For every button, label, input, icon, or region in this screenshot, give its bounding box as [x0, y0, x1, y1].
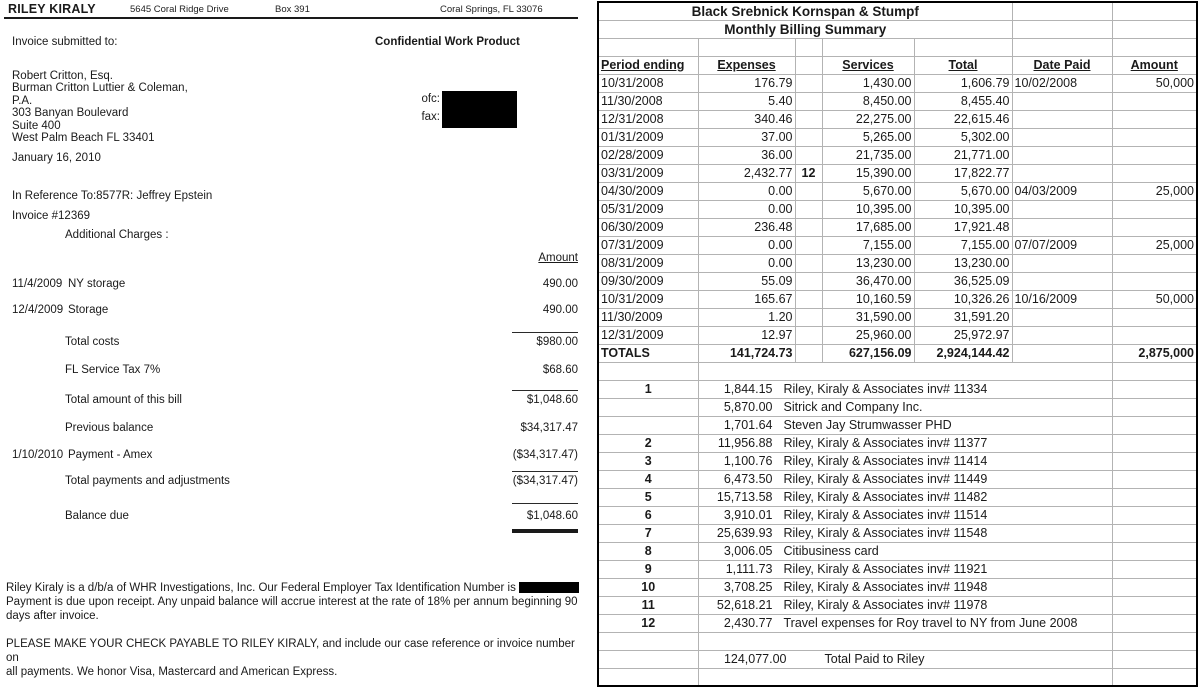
cell-date-paid — [1012, 254, 1112, 272]
cell-total: 17,822.77 — [914, 164, 1012, 182]
cell-expenses: 0.00 — [698, 254, 795, 272]
cell-total: 10,326.26 — [914, 290, 1012, 308]
footnote-desc: Riley, Kiraly & Associates inv# 11449 — [783, 472, 988, 486]
cell-date-paid — [1012, 200, 1112, 218]
footnote-desc: Riley, Kiraly & Associates inv# 11482 — [783, 490, 988, 504]
footnote-detail — [698, 416, 1112, 434]
cell-expenses: 36.00 — [698, 146, 795, 164]
footnote-desc: Riley, Kiraly & Associates inv# 11978 — [783, 598, 988, 612]
footnote-row — [598, 398, 1197, 416]
cell-amount — [1112, 200, 1197, 218]
redacted-tax-id-box — [519, 582, 579, 593]
cell-note — [795, 254, 822, 272]
recipient-line: Robert Critton, Esq. — [12, 70, 113, 82]
footnote-row — [598, 434, 1197, 452]
cell-expenses: 2,432.77 — [698, 164, 795, 182]
billing-row — [598, 254, 1197, 272]
total-payments-row: Total payments and adjustments ($34,317.47) — [65, 475, 578, 487]
footnote-detail — [698, 434, 1112, 452]
footnote-row — [598, 578, 1197, 596]
cell-period: 11/30/2008 — [598, 92, 698, 110]
footnote-detail — [698, 488, 1112, 506]
totals-total: 2,924,144.42 — [914, 344, 1012, 362]
cell-total: 1,606.79 — [914, 74, 1012, 92]
recipient-line: West Palm Beach FL 33401 — [12, 132, 155, 145]
billing-row — [598, 164, 1197, 182]
cell-expenses: 55.09 — [698, 272, 795, 290]
cell-expenses: 176.79 — [698, 74, 795, 92]
cell-note — [795, 128, 822, 146]
footnote-amount: 1,844.15 — [723, 382, 773, 396]
cell-period: 04/30/2009 — [598, 182, 698, 200]
footnote-desc: Riley, Kiraly & Associates inv# 11921 — [783, 562, 988, 576]
cell-amount — [1112, 308, 1197, 326]
footnote-row — [598, 524, 1197, 542]
cell-total: 7,155.00 — [914, 236, 1012, 254]
billing-row — [598, 74, 1197, 92]
billing-row — [598, 236, 1197, 254]
footnote-row — [598, 560, 1197, 578]
footnote-row — [598, 488, 1197, 506]
footnote-detail — [698, 380, 1112, 398]
footnote-desc: Travel expenses for Roy travel to NY from June 2008 — [783, 616, 1078, 630]
footnote-amount: 3,708.25 — [723, 580, 773, 594]
column-header-row — [598, 56, 1197, 74]
footnote-desc: Sitrick and Company Inc. — [783, 400, 923, 414]
footnote-desc: Steven Jay Strumwasser PHD — [783, 418, 952, 432]
cell-services: 10,395.00 — [822, 200, 914, 218]
cell-date-paid: 07/07/2009 — [1012, 236, 1112, 254]
footnote-desc: Riley, Kiraly & Associates inv# 11334 — [783, 382, 988, 396]
footnote-amount: 11,956.88 — [717, 436, 773, 450]
footnote-desc: Riley, Kiraly & Associates inv# 11414 — [783, 454, 988, 468]
billing-row — [598, 308, 1197, 326]
cell-services: 17,685.00 — [822, 218, 914, 236]
charge-desc: Storage — [68, 304, 109, 316]
cell-expenses: 236.48 — [698, 218, 795, 236]
cell-total: 25,972.97 — [914, 326, 1012, 344]
billing-title: Black Srebnick Kornspan & Stumpf — [598, 2, 1012, 20]
footer-line: Payment is due upon receipt. Any unpaid balance will accrue interest at the rate of 18% per annum beginning 90 — [6, 596, 578, 608]
footnote-detail — [698, 560, 1112, 578]
invoice-page — [0, 0, 585, 678]
billing-sheet — [597, 0, 1199, 675]
cell-date-paid — [1012, 164, 1112, 182]
totals-amount: 2,875,000 — [1112, 344, 1197, 362]
cell-expenses: 0.00 — [698, 236, 795, 254]
cell-amount: 50,000 — [1112, 290, 1197, 308]
footnote-amount: 15,713.58 — [716, 490, 773, 504]
cell-period: 01/31/2009 — [598, 128, 698, 146]
totals-expenses: 141,724.73 — [698, 344, 795, 362]
cell-date-paid: 04/03/2009 — [1012, 182, 1112, 200]
footnote-num: 2 — [598, 434, 698, 452]
footer-line: all payments. We honor Visa, Mastercard and American Express. — [6, 666, 338, 678]
footnote-row — [598, 542, 1197, 560]
cell-services: 22,275.00 — [822, 110, 914, 128]
payment-row: 1/10/2010 Payment - Amex ($34,317.47) — [12, 449, 578, 461]
column-header-expenses: Expenses — [717, 58, 776, 72]
footnote-amount: 6,473.50 — [723, 472, 773, 486]
cell-period: 02/28/2009 — [598, 146, 698, 164]
cell-period: 03/31/2009 — [598, 164, 698, 182]
cell-amount — [1112, 92, 1197, 110]
cell-total: 17,921.48 — [914, 218, 1012, 236]
cell-expenses: 0.00 — [698, 200, 795, 218]
footnote-num: 11 — [598, 596, 698, 614]
footnote-num: 7 — [598, 524, 698, 542]
charge-row — [12, 278, 578, 290]
cell-note — [795, 182, 822, 200]
cell-amount: 25,000 — [1112, 236, 1197, 254]
balance-final-bar — [512, 529, 578, 533]
footnote-detail — [698, 506, 1112, 524]
cell-note: 12 — [795, 164, 822, 182]
charge-amount: 490.00 — [542, 278, 578, 290]
bill-rule — [512, 390, 578, 391]
cell-total: 22,615.46 — [914, 110, 1012, 128]
charge-date: 12/4/2009 — [12, 304, 64, 316]
cell-period: 10/31/2009 — [598, 290, 698, 308]
recipient-line: P.A. — [12, 94, 33, 107]
billing-row — [598, 290, 1197, 308]
submitted-label: Invoice submitted to: — [12, 36, 118, 48]
billing-subtitle-row — [598, 20, 1197, 38]
footnote-row — [598, 380, 1197, 398]
column-header-amount: Amount — [1130, 58, 1178, 72]
cell-services: 1,430.00 — [822, 74, 914, 92]
charge-date: 11/4/2009 — [12, 278, 63, 290]
total-paid-detail — [698, 650, 1112, 668]
cell-period: 11/30/2009 — [598, 308, 698, 326]
cell-period: 08/31/2009 — [598, 254, 698, 272]
footnote-detail — [698, 542, 1112, 560]
footnote-row — [598, 614, 1197, 632]
cell-date-paid — [1012, 110, 1112, 128]
invoice-date: January 16, 2010 — [12, 152, 101, 164]
cell-date-paid — [1012, 218, 1112, 236]
charge-amount: 490.00 — [542, 304, 578, 316]
cell-services: 13,230.00 — [822, 254, 914, 272]
cell-amount — [1112, 164, 1197, 182]
cell-expenses: 165.67 — [698, 290, 795, 308]
footnote-row — [598, 596, 1197, 614]
footnote-num: 12 — [598, 614, 698, 632]
fax-label: fax: — [421, 111, 440, 123]
footnote-detail — [698, 596, 1112, 614]
recipient-block — [12, 70, 188, 144]
billing-table — [597, 1, 1198, 687]
cell-total: 13,230.00 — [914, 254, 1012, 272]
cell-expenses: 12.97 — [698, 326, 795, 344]
footnote-detail — [698, 614, 1112, 632]
footnote-amount: 1,100.76 — [723, 454, 773, 468]
footnote-num: 9 — [598, 560, 698, 578]
reference-line: In Reference To:8577R: Jeffrey Epstein — [12, 190, 213, 202]
payments-rule — [512, 471, 578, 472]
billing-row — [598, 200, 1197, 218]
footnote-amount: 2,430.77 — [723, 616, 773, 630]
cell-total: 21,771.00 — [914, 146, 1012, 164]
footnote-num — [598, 416, 698, 434]
cell-amount: 25,000 — [1112, 182, 1197, 200]
cell-services: 31,590.00 — [822, 308, 914, 326]
footnote-amount: 52,618.21 — [716, 598, 773, 612]
header-rule — [4, 17, 578, 19]
billing-row — [598, 326, 1197, 344]
cell-expenses: 1.20 — [698, 308, 795, 326]
cell-date-paid: 10/02/2008 — [1012, 74, 1112, 92]
cell-period: 05/31/2009 — [598, 200, 698, 218]
cell-expenses: 37.00 — [698, 128, 795, 146]
total-costs-row: Total costs $980.00 — [65, 336, 578, 348]
footnote-amount: 1,111.73 — [725, 562, 773, 576]
footnote-amount: 25,639.93 — [716, 526, 773, 540]
cell-date-paid — [1012, 146, 1112, 164]
cell-total: 31,591.20 — [914, 308, 1012, 326]
cell-period: 12/31/2009 — [598, 326, 698, 344]
cell-services: 5,265.00 — [822, 128, 914, 146]
cell-date-paid — [1012, 92, 1112, 110]
additional-charges-label: Additional Charges : — [65, 229, 169, 241]
redacted-phone-box — [442, 91, 517, 128]
cell-note — [795, 92, 822, 110]
footnote-detail — [698, 524, 1112, 542]
column-header-period: Period ending — [601, 58, 685, 72]
cell-date-paid — [1012, 326, 1112, 344]
recipient-line: Suite 400 — [12, 119, 61, 132]
spacer-row — [598, 38, 1197, 56]
payment-desc: Payment - Amex — [68, 449, 153, 461]
cell-amount — [1112, 218, 1197, 236]
confidential-label: Confidential Work Product — [375, 36, 520, 48]
amount-column-header: Amount — [538, 252, 578, 264]
total-paid-amount: 124,077.00 — [723, 652, 787, 666]
balance-rule — [512, 503, 578, 504]
cell-total: 5,670.00 — [914, 182, 1012, 200]
subtotal-rule — [512, 332, 578, 333]
cell-expenses: 0.00 — [698, 182, 795, 200]
cell-period: 12/31/2008 — [598, 110, 698, 128]
total-paid-row — [598, 650, 1197, 668]
footnote-row — [598, 470, 1197, 488]
spacer-row — [598, 362, 1197, 380]
billing-row — [598, 146, 1197, 164]
billing-rows — [598, 74, 1197, 344]
footnote-amount: 3,910.01 — [723, 508, 773, 522]
footnote-detail — [698, 452, 1112, 470]
cell-expenses: 340.46 — [698, 110, 795, 128]
firm-box: Box 391 — [275, 4, 310, 15]
contact-block — [420, 90, 440, 126]
billing-subtitle: Monthly Billing Summary — [598, 20, 1012, 38]
column-header-services: Services — [842, 58, 894, 72]
footnote-amount: 5,870.00 — [723, 400, 773, 414]
footnote-num: 5 — [598, 488, 698, 506]
cell-total: 36,525.09 — [914, 272, 1012, 290]
cell-note — [795, 218, 822, 236]
ofc-label: ofc: — [421, 93, 440, 105]
column-header-total: Total — [948, 58, 978, 72]
footnote-row — [598, 506, 1197, 524]
cell-services: 5,670.00 — [822, 182, 914, 200]
footnote-num: 1 — [598, 380, 698, 398]
balance-due-row: Balance due $1,048.60 — [65, 510, 578, 522]
total-paid-label: Total Paid to Riley — [824, 652, 925, 666]
footnote-rows — [598, 380, 1197, 632]
cell-amount — [1112, 146, 1197, 164]
footnote-num: 10 — [598, 578, 698, 596]
footnote-detail — [698, 398, 1112, 416]
cell-period: 06/30/2009 — [598, 218, 698, 236]
total-bill-row: Total amount of this bill $1,048.60 — [65, 394, 578, 406]
cell-note — [795, 74, 822, 92]
footnote-desc: Riley, Kiraly & Associates inv# 11948 — [783, 580, 988, 594]
footnote-row — [598, 416, 1197, 434]
cell-note — [795, 236, 822, 254]
cell-services: 8,450.00 — [822, 92, 914, 110]
cell-note — [795, 110, 822, 128]
billing-row — [598, 272, 1197, 290]
cell-total: 5,302.00 — [914, 128, 1012, 146]
recipient-line: 303 Banyan Boulevard — [12, 107, 129, 120]
footnote-desc: Riley, Kiraly & Associates inv# 11548 — [783, 526, 988, 540]
firm-city: Coral Springs, FL 33076 — [440, 4, 543, 15]
firm-name: RILEY KIRALY — [8, 2, 96, 16]
cell-period: 07/31/2009 — [598, 236, 698, 254]
cell-amount — [1112, 272, 1197, 290]
footer-line: days after invoice. — [6, 610, 99, 622]
totals-label: TOTALS — [598, 344, 698, 362]
cell-date-paid — [1012, 128, 1112, 146]
totals-row — [598, 344, 1197, 362]
cell-total: 10,395.00 — [914, 200, 1012, 218]
cell-note — [795, 272, 822, 290]
footnote-detail — [698, 470, 1112, 488]
billing-row — [598, 110, 1197, 128]
recipient-line: Burman Critton Luttier & Coleman, — [12, 82, 188, 95]
footnote-num: 6 — [598, 506, 698, 524]
invoice-footer — [6, 581, 579, 679]
footnote-num — [598, 398, 698, 416]
footnote-num: 3 — [598, 452, 698, 470]
cell-amount — [1112, 128, 1197, 146]
cell-amount — [1112, 110, 1197, 128]
cell-total: 8,455.40 — [914, 92, 1012, 110]
spacer-row — [598, 632, 1197, 650]
footnote-desc: Riley, Kiraly & Associates inv# 11514 — [783, 508, 988, 522]
cell-expenses: 5.40 — [698, 92, 795, 110]
cell-note — [795, 200, 822, 218]
spacer-row — [598, 668, 1197, 686]
column-header-datepaid: Date Paid — [1033, 58, 1091, 72]
cell-date-paid — [1012, 272, 1112, 290]
billing-row — [598, 218, 1197, 236]
cell-services: 21,735.00 — [822, 146, 914, 164]
billing-title-row — [598, 2, 1197, 20]
totals-services: 627,156.09 — [822, 344, 914, 362]
footnote-desc: Riley, Kiraly & Associates inv# 11377 — [783, 436, 988, 450]
billing-row — [598, 92, 1197, 110]
footnote-amount: 3,006.05 — [723, 544, 773, 558]
amount-header-row — [12, 252, 578, 264]
cell-services: 10,160.59 — [822, 290, 914, 308]
footnote-detail — [698, 578, 1112, 596]
footnote-num: 4 — [598, 470, 698, 488]
footer-line: PLEASE MAKE YOUR CHECK PAYABLE TO RILEY KIRALY, and include our case reference or invoice number on — [6, 638, 575, 664]
cell-date-paid — [1012, 308, 1112, 326]
invoice-number: Invoice #12369 — [12, 210, 91, 222]
cell-services: 15,390.00 — [822, 164, 914, 182]
firm-street: 5645 Coral Ridge Drive — [130, 4, 229, 15]
cell-date-paid: 10/16/2009 — [1012, 290, 1112, 308]
billing-row — [598, 128, 1197, 146]
footnote-desc: Citibusiness card — [783, 544, 879, 558]
charge-desc: NY storage — [68, 278, 126, 290]
footnote-row — [598, 452, 1197, 470]
cell-amount — [1112, 326, 1197, 344]
payment-date: 1/10/2010 — [12, 449, 64, 461]
footnote-num: 8 — [598, 542, 698, 560]
cell-services: 7,155.00 — [822, 236, 914, 254]
charge-row — [12, 304, 578, 316]
cell-services: 25,960.00 — [822, 326, 914, 344]
cell-note — [795, 290, 822, 308]
cell-amount: 50,000 — [1112, 74, 1197, 92]
service-tax-row: FL Service Tax 7% $68.60 — [65, 364, 578, 376]
cell-period: 09/30/2009 — [598, 272, 698, 290]
cell-period: 10/31/2008 — [598, 74, 698, 92]
billing-row — [598, 182, 1197, 200]
cell-amount — [1112, 254, 1197, 272]
footer-line: Riley Kiraly is a d/b/a of WHR Investigations, Inc. Our Federal Employer Tax Identification Number is — [6, 582, 516, 594]
previous-balance-row: Previous balance $34,317.47 — [65, 422, 578, 434]
cell-services: 36,470.00 — [822, 272, 914, 290]
footnote-amount: 1,701.64 — [723, 418, 773, 432]
cell-note — [795, 326, 822, 344]
cell-note — [795, 308, 822, 326]
cell-note — [795, 146, 822, 164]
